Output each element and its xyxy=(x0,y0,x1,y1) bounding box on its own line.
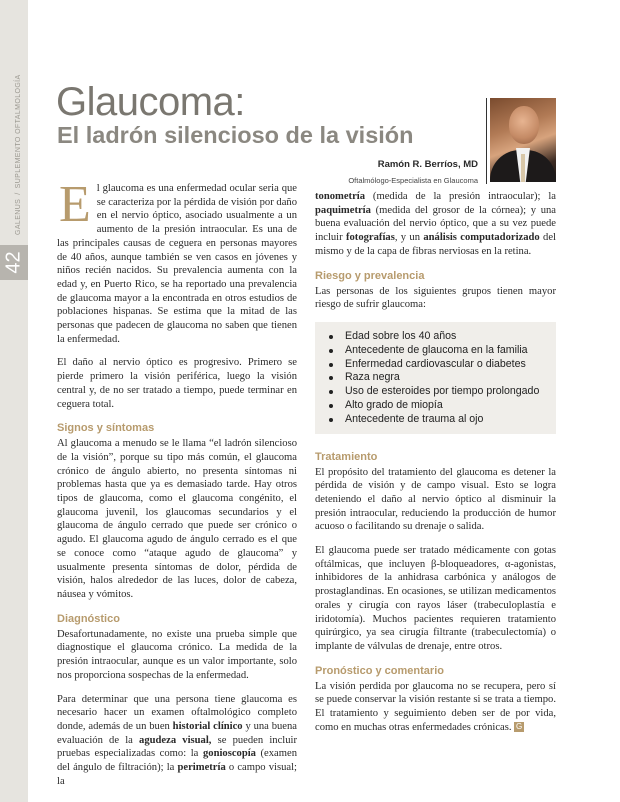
intro-paragraph-2: El daño al nervio óptico es progresivo. Primero se pierde primero la visión periférica, luego la visión central y, de no ser tratado a tiempo, puede terminar en ceguera total. xyxy=(57,357,297,410)
pronostico-paragraph: La visión perdida por glaucoma no se recupera, pero sí se puede conservar la visión restante si se trata a tiempo. El tratamiento y seguimiento deben ser de por vida, como en muchas otras enfermedades crónicas. G xyxy=(315,680,556,733)
diagnostico-paragraph-1: Desafortunadamente, no existe una prueba simple que diagnostique el glaucoma crónico. La medida de la presión intraocular, aunque es un valor importante, solo nos proporciona sospechas de la enfermedad. xyxy=(57,628,297,681)
drop-cap: E xyxy=(59,176,91,233)
page-number-tab xyxy=(0,245,28,280)
heading-tratamiento: Tratamiento xyxy=(315,450,378,463)
intro-paragraph: El glaucoma es una enfermedad ocular seria que se caracteriza por la pérdida de visión por daño en el nervio óptico, asociado usualmente a un aumento de la presión intraocular. Es una de las principales causas de ceguera en personas mayores de 40 años, aunque también se ven casos en jóvenes y niños recién nacidos. Su prevalencia aumenta con la edad y, en Puerto Rico, se ha reportado una prevalencia de glaucoma mayor a la encontrada en otros estudios de poblaciones hispanas. Se estima que la mitad de las personas que padecen de glaucoma no saben que tienen la enfermedad. xyxy=(57,176,297,345)
left-column xyxy=(57,176,297,798)
page-number: 42 xyxy=(2,251,25,274)
signos-paragraph: Al glaucoma a menudo se le llama “el ladrón silencioso de la visión”, porque su tipo más común, el glaucoma crónico de ángulo abierto, no presenta síntomas ni problemas hasta que ya es demasiado tarde. Hay otros tipos de glaucoma, como el glaucoma congénito, el glaucoma juvenil, los glaucomas secundarios y el glaucoma de ángulo cerrado que puede ser crónico o agudo. El glaucoma agudo de ángulo cerrado es el que se conoce como “ataque agudo de glaucoma” y usualmente presenta síntomas de dolor, pérdida de visión, halos alrededor de las luces, dolor de cabeza, náusea y vómitos. xyxy=(57,438,297,600)
journal-name: GALENUS xyxy=(15,198,22,235)
risk-item: Antecedente de trauma al ojo xyxy=(327,413,546,427)
side-running-header: GALENUS/SUPLEMENTO OFTALMOLOGÍA xyxy=(15,74,22,235)
right-column xyxy=(315,190,556,744)
end-mark-icon: G xyxy=(516,722,523,732)
side-strip xyxy=(0,0,28,802)
heading-diagnostico: Diagnóstico xyxy=(57,612,120,625)
author-role: Oftalmólogo-Especialista en Glaucoma xyxy=(348,176,478,185)
riesgo-intro: Las personas de los siguientes grupos tienen mayor riesgo de sufrir glaucoma: xyxy=(315,285,556,311)
risk-item: Enfermedad cardiovascular o diabetes xyxy=(327,358,546,372)
author-photo xyxy=(490,98,556,182)
section-name: SUPLEMENTO OFTALMOLOGÍA xyxy=(15,74,22,189)
risk-factor-list xyxy=(315,322,556,434)
photo-divider xyxy=(486,98,487,184)
author-name: Ramón R. Berríos, MD xyxy=(377,159,478,170)
diagnostico-paragraph-2: Para determinar que una persona tiene glaucoma es necesario hacer un examen oftalmológico completo donde, además de un buen historial clínico y una buena evaluación de la agudeza visual, se pueden incluir pruebas especializadas como: la gonioscopía (examen del ángulo de filtración); la perimetría o campo visual; la xyxy=(57,693,297,787)
tratamiento-paragraph-2: El glaucoma puede ser tratado médicamente con gotas oftálmicas, que incluyen β-bloqueadores, α-agonistas, inhibidores de la anhidrasa carbónica y análogos de prostaglandinas. En ocasiones, se utilizan medicamentos orales y cirugía con rayos láser (trabeculoplastía e iridotomía). Muchos pacientes requieren tratamiento quirúrgico, ya sea cirugía filtrante (trabeculectomía) o implante de válvulas de drenaje, entre otros. xyxy=(315,545,556,652)
heading-signos: Signos y síntomas xyxy=(57,422,155,435)
diagnostico-paragraph-2-cont: tonometría (medida de la presión intraocular); la paquimetría (medida del grosor de la córnea); y una buena evaluación del nervio óptico, que a su vez puede incluir fotografías, y un análisis computadorizado del mismo y de la capa de fibras nerviosas en la retina. xyxy=(315,191,556,257)
tratamiento-paragraph-1: El propósito del tratamiento del glaucoma es detener la pérdida de visión y de campo visual. Esto se logra deteniendo el daño al nervio óptico al disminuir la presión intraocular, reduciendo la producción de humor acuoso o facilitando su drenaje o salida. xyxy=(315,466,556,533)
article-subtitle: El ladrón silencioso de la visión xyxy=(57,122,414,148)
risk-item: Antecedente de glaucoma en la familia xyxy=(327,344,546,358)
risk-item: Uso de esteroides por tiempo prolongado xyxy=(327,385,546,399)
article-title: Glaucoma: xyxy=(56,80,245,124)
risk-item: Edad sobre los 40 años xyxy=(327,330,546,344)
risk-item: Raza negra xyxy=(327,371,546,385)
heading-riesgo: Riesgo y prevalencia xyxy=(315,269,425,282)
risk-item: Alto grado de miopía xyxy=(327,399,546,413)
heading-pronostico: Pronóstico y comentario xyxy=(315,664,444,677)
